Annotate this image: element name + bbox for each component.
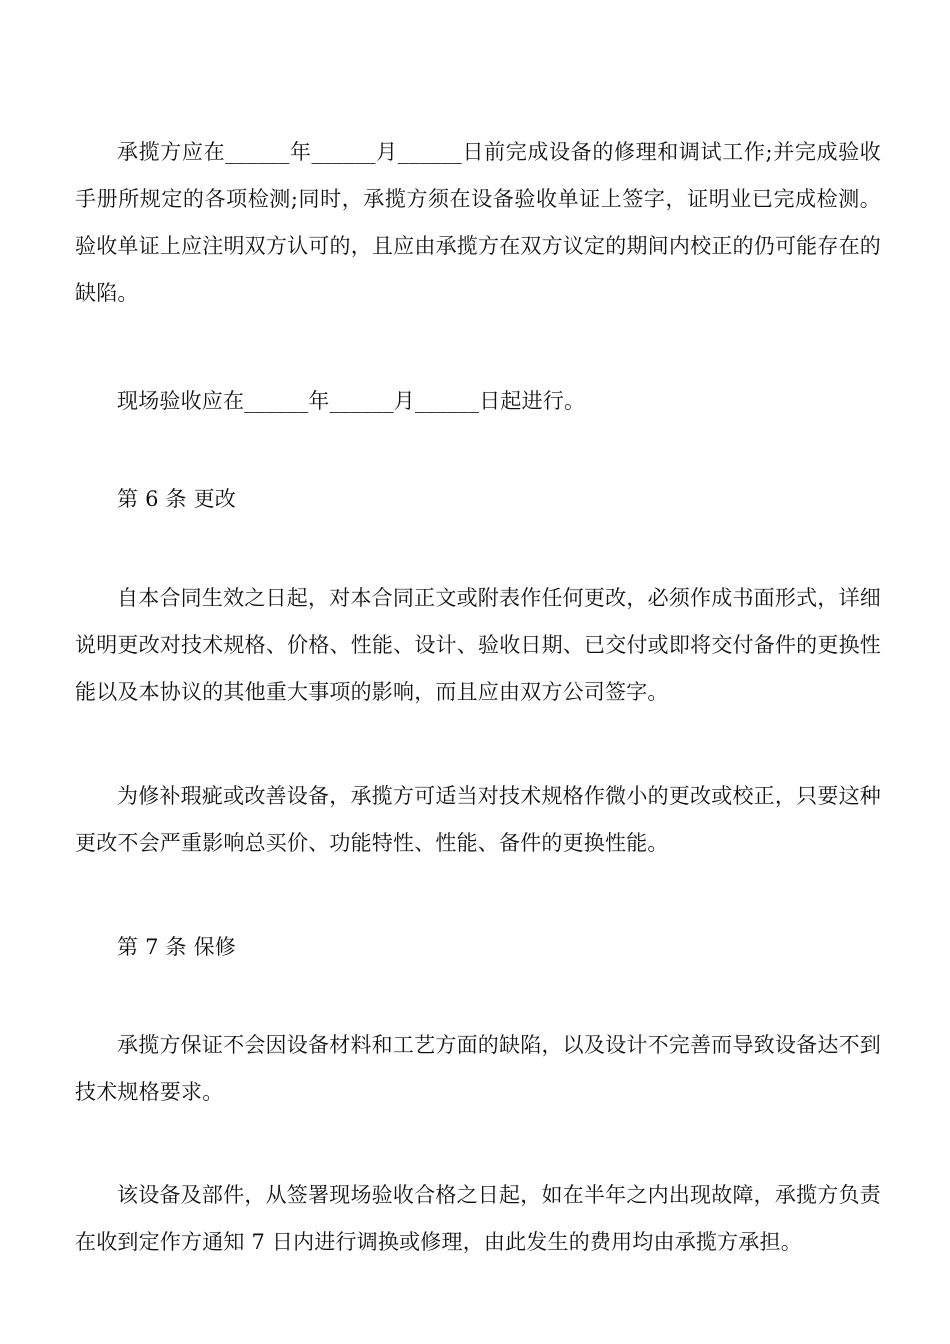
paragraph-site-acceptance-date: 现场验收应在______年______月______日起进行。: [117, 389, 586, 413]
paragraph-warranty-guarantee: 承揽方保证不会因设备材料和工艺方面的缺陷，以及设计不完善而导致设备达不到技术规格要求。: [75, 1033, 881, 1104]
paragraph-contract-changes: 自本合同生效之日起，对本合同正文或附表作任何更改，必须作成书面形式，详细说明更改对技术规格、价格、性能、设计、验收日期、已交付或即将交付备件的更换性能以及本协议的其他重大事项的影响，而且应由双方公司签字。: [75, 586, 881, 704]
article-7-heading: 第 7 条 保修: [117, 935, 236, 959]
article-6-heading: 第 6 条 更改: [117, 487, 236, 511]
paragraph-warranty-repair: 该设备及部件，从签署现场验收合格之日起，如在半年之内出现故障，承揽方负责在收到定作方通知 7 日内进行调换或修理，由此发生的费用均由承揽方承担。: [75, 1183, 881, 1254]
paragraph-completion-deadline: 承揽方应在______年______月______日前完成设备的修理和调试工作;并完成验收手册所规定的各项检测;同时，承揽方须在设备验收单证上签字，证明业已完成检测。验收单证上应注明双方认可的，且应由承揽方在双方议定的期间内校正的仍可能存在的缺陷。: [75, 140, 881, 305]
paragraph-minor-changes: 为修补瑕疵或改善设备，承揽方可适当对技术规格作微小的更改或校正，只要这种更改不会严重影响总买价、功能特性、性能、备件的更换性能。: [75, 784, 881, 855]
